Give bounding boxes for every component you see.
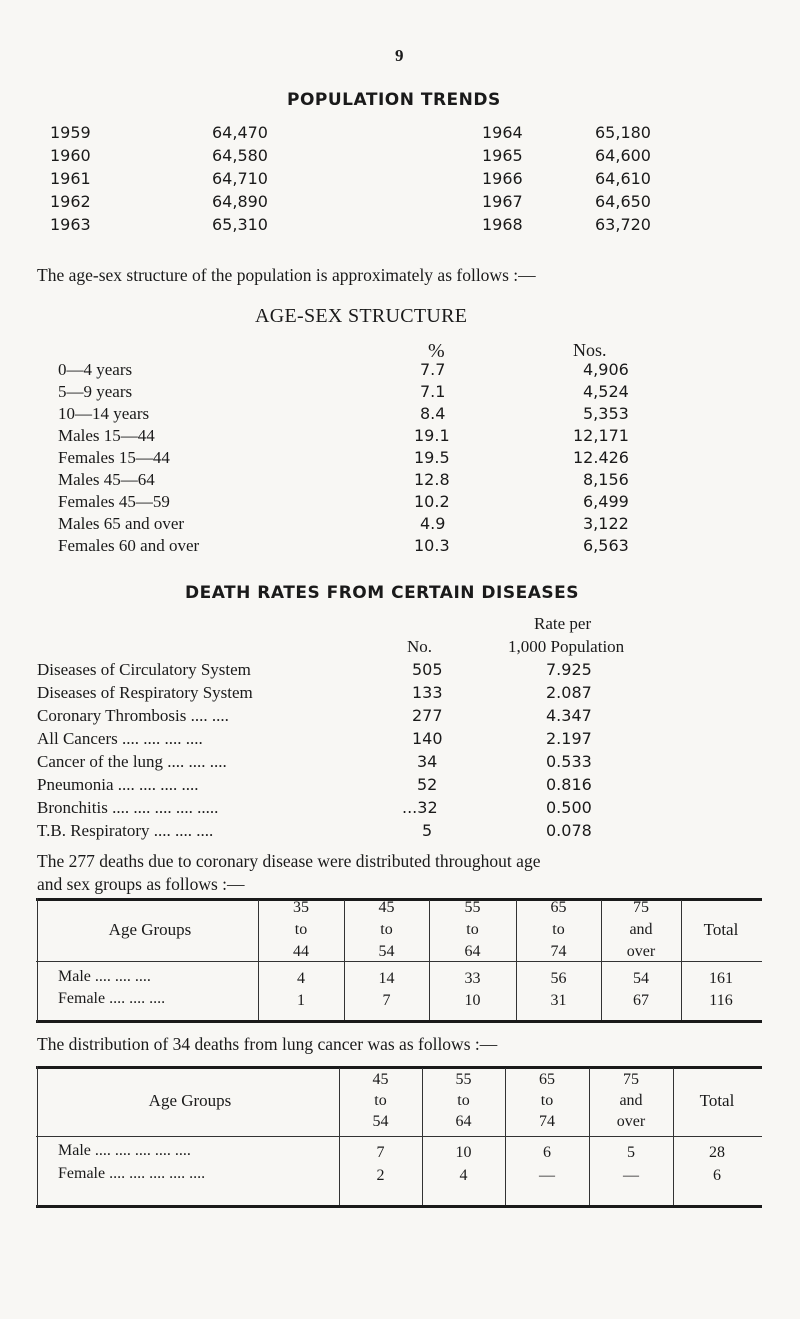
- table-cell: 6: [543, 1144, 551, 1161]
- age-nos: 6,499: [583, 492, 629, 511]
- age-percent: 7.1: [420, 382, 446, 401]
- year: 1968: [482, 215, 523, 234]
- col-header-l2: and: [629, 921, 653, 938]
- col-header-l3: over: [616, 1113, 646, 1130]
- col-header-l1: 75: [623, 1071, 639, 1088]
- age-percent: 12.8: [414, 470, 450, 489]
- table-cell: —: [539, 1167, 555, 1184]
- disease-rate: 0.500: [546, 798, 592, 817]
- table-cell: 56: [550, 970, 567, 987]
- col-header-l2: to: [466, 921, 479, 938]
- year: 1966: [482, 169, 523, 188]
- table-cell: 33: [464, 970, 481, 987]
- year: 1959: [50, 123, 91, 142]
- disease-label: Coronary Thrombosis .... ....: [37, 706, 229, 725]
- disease-count: 133: [412, 683, 443, 702]
- col-header-l2: to: [540, 1092, 554, 1109]
- year: 1967: [482, 192, 523, 211]
- col-header-l3: 44: [293, 943, 309, 960]
- disease-label: All Cancers .... .... .... ....: [37, 729, 203, 748]
- population-trends-title: POPULATION TRENDS: [287, 90, 501, 110]
- disease-label: Diseases of Respiratory System: [37, 683, 253, 702]
- col-header-l2: to: [457, 1092, 470, 1109]
- disease-rate: 0.816: [546, 775, 592, 794]
- disease-count: ...32: [402, 798, 438, 817]
- table-cell: 54: [633, 970, 649, 987]
- year: 1963: [50, 215, 91, 234]
- disease-count: 505: [412, 660, 443, 679]
- col-header-l3: 74: [550, 943, 567, 960]
- col-header-l2: to: [552, 921, 565, 938]
- row-label-female: Female .... .... ....: [58, 990, 166, 1007]
- row-label-male: Male .... .... .... .... ....: [58, 1142, 191, 1159]
- disease-count: 5: [422, 821, 433, 840]
- population-value: 64,470: [212, 123, 268, 142]
- row-total: 161: [709, 970, 733, 987]
- disease-count: 277: [412, 706, 443, 725]
- col-header-l2: to: [374, 1092, 387, 1109]
- table-cell: 14: [378, 970, 395, 987]
- row-total: 28: [709, 1144, 725, 1161]
- col-header-l1: 55: [464, 899, 481, 916]
- column-header-population: 1,000 Population: [508, 637, 625, 656]
- col-header-l3: 54: [372, 1113, 389, 1130]
- age-groups-header: Age Groups: [148, 1091, 232, 1110]
- row-total: 6: [713, 1167, 721, 1184]
- disease-count: 34: [417, 752, 438, 771]
- age-label: Females 15—44: [58, 448, 170, 467]
- table-cell: 31: [550, 992, 567, 1009]
- column-header-nos: Nos.: [573, 340, 607, 360]
- year: 1962: [50, 192, 91, 211]
- age-nos: 12.426: [573, 448, 629, 467]
- age-label: Females 60 and over: [58, 536, 200, 555]
- table-cell: 4: [297, 970, 305, 987]
- col-header-l2: and: [619, 1092, 643, 1109]
- col-header-l1: 75: [633, 899, 649, 916]
- age-nos: 5,353: [583, 404, 629, 423]
- col-header-l1: 45: [372, 1071, 389, 1088]
- disease-count: 52: [417, 775, 438, 794]
- table-cell: 1: [297, 992, 305, 1009]
- year: 1960: [50, 146, 91, 165]
- age-percent: 19.1: [414, 426, 450, 445]
- disease-rate: 0.078: [546, 821, 592, 840]
- row-label-male: Male .... .... ....: [58, 968, 151, 985]
- coronary-intro-line-1: The 277 deaths due to coronary disease were distributed throughout age: [37, 851, 541, 871]
- column-header-no: No.: [407, 637, 433, 656]
- coronary-intro-line-2: and sex groups as follows :—: [37, 874, 245, 894]
- table-cell: —: [623, 1167, 639, 1184]
- lung-intro: The distribution of 34 deaths from lung cancer was as follows :—: [37, 1034, 498, 1054]
- age-groups-header: Age Groups: [108, 920, 192, 939]
- age-percent: 19.5: [414, 448, 450, 467]
- population-value: 64,580: [212, 146, 268, 165]
- year: 1965: [482, 146, 523, 165]
- year: 1961: [50, 169, 91, 188]
- total-header: Total: [703, 920, 739, 939]
- col-header-l1: 35: [293, 899, 309, 916]
- year: 1964: [482, 123, 523, 142]
- age-percent: 10.2: [414, 492, 450, 511]
- col-header-l3: 54: [378, 943, 395, 960]
- table-cell: 10: [455, 1144, 472, 1161]
- table-cell: 4: [459, 1167, 468, 1184]
- row-label-female: Female .... .... .... .... ....: [58, 1165, 206, 1182]
- age-sex-intro: The age-sex structure of the population is approximately as follows :—: [37, 265, 536, 285]
- table-cell: 5: [627, 1144, 635, 1161]
- col-header-l2: to: [380, 921, 393, 938]
- population-value: 64,610: [595, 169, 651, 188]
- age-sex-title: AGE-SEX STRUCTURE: [255, 305, 468, 327]
- disease-rate: 2.197: [546, 729, 592, 748]
- col-header-l1: 45: [378, 899, 395, 916]
- age-nos: 12,171: [573, 426, 629, 445]
- disease-count: 140: [412, 729, 443, 748]
- disease-label: Diseases of Circulatory System: [37, 660, 251, 679]
- col-header-l1: 65: [539, 1071, 555, 1088]
- age-label: Females 45—59: [58, 492, 170, 511]
- disease-label: Pneumonia .... .... .... ....: [37, 775, 199, 794]
- age-percent: 7.7: [420, 360, 446, 379]
- age-label: Males 15—44: [58, 426, 155, 445]
- age-percent: 8.4: [420, 404, 446, 423]
- population-value: 64,890: [212, 192, 268, 211]
- disease-label: Cancer of the lung .... .... ....: [37, 752, 227, 771]
- disease-rate: 2.087: [546, 683, 592, 702]
- population-value: 63,720: [595, 215, 651, 234]
- age-label: Males 65 and over: [58, 514, 185, 533]
- col-header-l1: 65: [550, 899, 567, 916]
- age-nos: 3,122: [583, 514, 629, 533]
- age-nos: 6,563: [583, 536, 629, 555]
- disease-label: T.B. Respiratory .... .... ....: [37, 821, 214, 840]
- table-cell: 67: [633, 992, 649, 1009]
- col-header-l3: 64: [455, 1113, 472, 1130]
- population-value: 65,180: [595, 123, 651, 142]
- col-header-l3: over: [626, 943, 656, 960]
- col-header-l3: 74: [539, 1113, 555, 1130]
- population-value: 64,650: [595, 192, 651, 211]
- disease-rate: 0.533: [546, 752, 592, 771]
- column-header-rate: Rate per: [534, 614, 592, 633]
- age-nos: 4,524: [583, 382, 629, 401]
- age-percent: 4.9: [420, 514, 446, 533]
- table-cell: 7: [382, 992, 391, 1009]
- column-header-percent: %: [428, 340, 445, 362]
- row-total: 116: [709, 992, 733, 1009]
- age-nos: 4,906: [583, 360, 629, 379]
- col-header-l2: to: [294, 921, 308, 938]
- table-cell: 7: [376, 1144, 385, 1161]
- table-cell: 2: [376, 1167, 385, 1184]
- age-label: 10—14 years: [58, 404, 150, 423]
- age-percent: 10.3: [414, 536, 450, 555]
- age-label: 5—9 years: [58, 382, 133, 401]
- disease-label: Bronchitis .... .... .... .... .....: [37, 798, 219, 817]
- population-value: 65,310: [212, 215, 268, 234]
- page-number: 9: [395, 46, 404, 65]
- age-label: 0—4 years: [58, 360, 133, 379]
- age-label: Males 45—64: [58, 470, 155, 489]
- table-cell: 10: [464, 992, 481, 1009]
- disease-rate: 4.347: [546, 706, 592, 725]
- age-nos: 8,156: [583, 470, 629, 489]
- population-value: 64,710: [212, 169, 268, 188]
- disease-rate: 7.925: [546, 660, 592, 679]
- col-header-l3: 64: [464, 943, 481, 960]
- population-value: 64,600: [595, 146, 651, 165]
- col-header-l1: 55: [455, 1071, 472, 1088]
- death-rates-title: DEATH RATES FROM CERTAIN DISEASES: [185, 583, 579, 603]
- total-header: Total: [699, 1091, 735, 1110]
